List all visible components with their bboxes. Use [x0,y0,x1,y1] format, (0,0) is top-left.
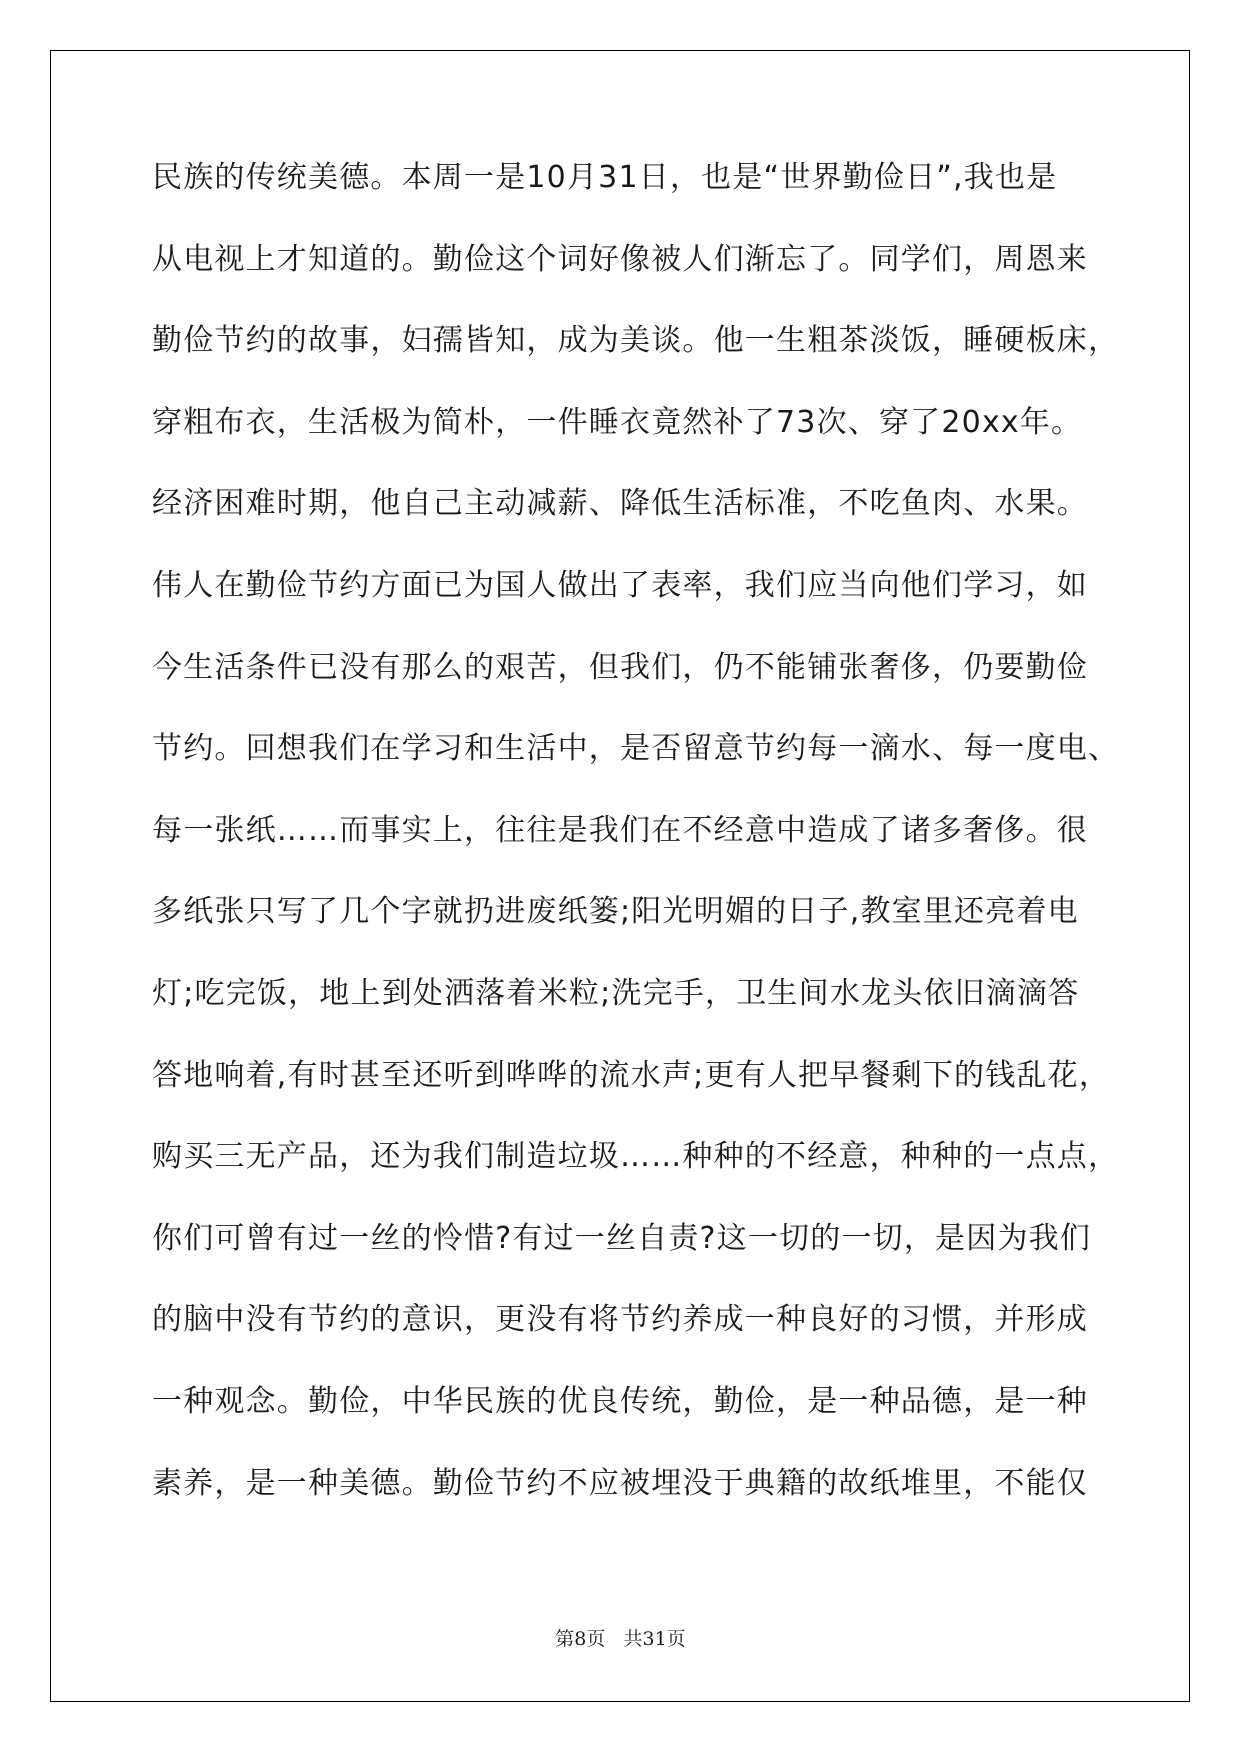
text-line: 多纸张只写了几个字就扔进废纸篓;阳光明媚的日子,教室里还亮着电 [152,894,1079,930]
text-line: 你们可曾有过一丝的怜惜?有过一丝自责?这一切的一切，是因为我们 [152,1220,1092,1256]
text-line: 民族的传统美德。本周一是10月31日，也是“世界勤俭日”,我也是 [152,160,1058,195]
text-line: 勤俭节约的故事，妇孺皆知，成为美谈。他一生粗茶淡饭，睡硬板床， [152,323,1120,359]
body-text [152,158,1120,1545]
text-line: 一种观念。勤俭，中华民族的优良传统，勤俭，是一种品德，是一种 [152,1383,1088,1419]
text-line: 购买三无产品，还为我们制造垃圾……种种的不经意，种种的一点点， [152,1139,1120,1175]
text-line: 答地响着,有时甚至还听到哗哗的流水声;更有人把早餐剩下的钱乱花， [152,1057,1111,1093]
page-number-footer: 第8页 共31页 [555,1628,686,1650]
text-line: 节约。回想我们在学习和生活中，是否留意节约每一滴水、每一度电、 [152,731,1120,767]
text-line: 穿粗布衣，生活极为简朴，一件睡衣竟然补了73次、穿了20xx年。 [152,404,1083,440]
text-line: 每一张纸……而事实上，往往是我们在不经意中造成了诸多奢侈。很 [152,812,1088,848]
text-line: 从电视上才知道的。勤俭这个词好像被人们渐忘了。同学们，周恩来 [152,241,1088,277]
text-line: 伟人在勤俭节约方面已为国人做出了表率，我们应当向他们学习，如 [152,567,1088,603]
text-line: 经济困难时期，他自己主动减薪、降低生活标准，不吃鱼肉、水果。 [152,486,1088,522]
text-line: 的脑中没有节约的意识，更没有将节约养成一种良好的习惯，并形成 [152,1302,1088,1338]
text-line: 今生活条件已没有那么的艰苦，但我们，仍不能铺张奢侈，仍要勤俭 [152,649,1088,685]
text-line: 素养，是一种美德。勤俭节约不应被埋没于典籍的故纸堆里，不能仅 [152,1465,1088,1501]
text-line: 灯;吃完饭，地上到处洒落着米粒;洗完手，卫生间水龙头依旧滴滴答 [152,975,1080,1011]
